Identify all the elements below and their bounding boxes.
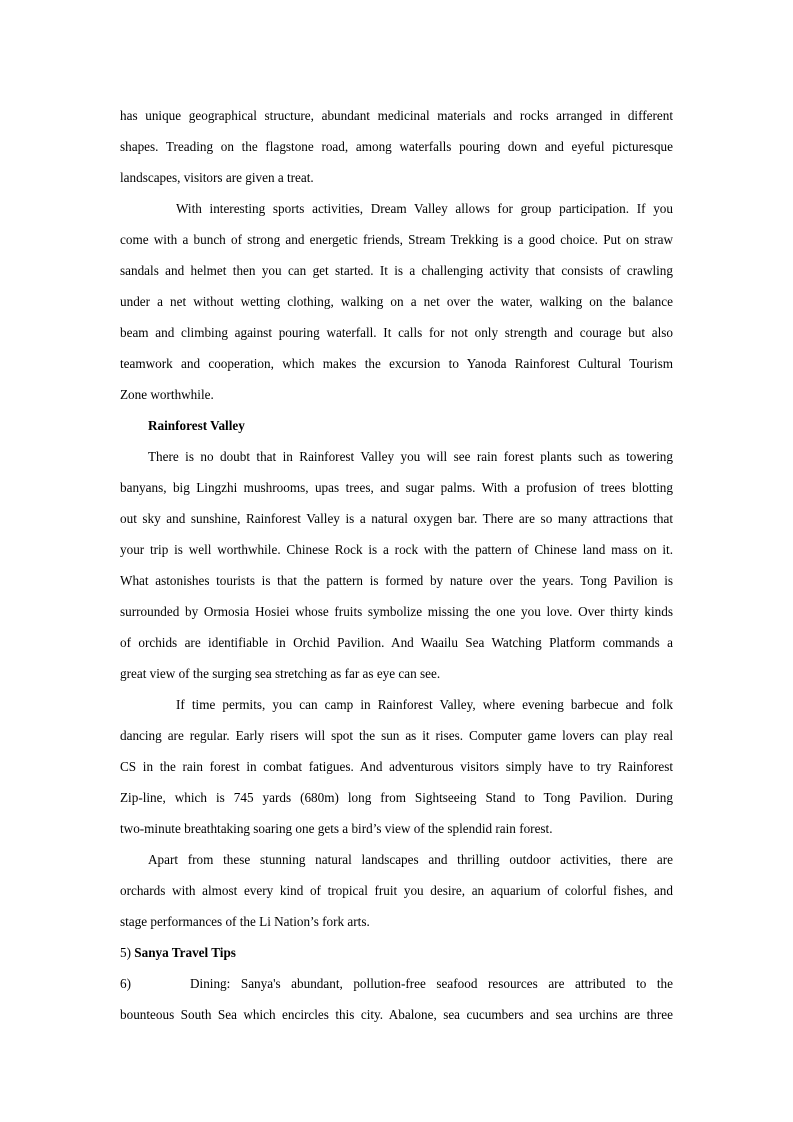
- section-heading-rainforest-valley: Rainforest Valley: [148, 418, 245, 433]
- text-line: out sky and sunshine, Rainforest Valley is a natural oxygen bar. There are so many attractions that: [120, 511, 673, 526]
- text-line: landscapes, visitors are given a treat.: [120, 170, 314, 185]
- list-item-dining: [120, 968, 673, 999]
- text-line: orchards with almost every kind of tropical fruit you desire, an aquarium of colorful fishes, and: [120, 883, 673, 898]
- text-line: There is no doubt that in Rainforest Valley you will see rain forest plants such as towering: [148, 449, 673, 464]
- list-number: 6): [120, 976, 131, 991]
- text-line: two-minute breathtaking soaring one gets a bird’s view of the splendid rain forest.: [120, 821, 553, 836]
- text-line: Apart from these stunning natural landscapes and thrilling outdoor activities, there are: [148, 852, 673, 867]
- text-line: come with a bunch of strong and energetic friends, Stream Trekking is a good choice. Put on straw: [120, 232, 673, 247]
- text-line: Dining: Sanya's abundant, pollution-free seafood resources are attributed to the: [190, 976, 673, 991]
- paragraph-other-attractions: [120, 844, 673, 937]
- paragraph-rainforest-plants: [120, 441, 673, 689]
- text-line: has unique geographical structure, abundant medicinal materials and rocks arranged in different: [120, 108, 673, 123]
- paragraph-dream-valley-continued: [120, 100, 673, 193]
- text-line: great view of the surging sea stretching as far as eye can see.: [120, 666, 441, 681]
- text-line: banyans, big Lingzhi mushrooms, upas trees, and sugar palms. With a profusion of trees blotting: [120, 480, 673, 495]
- text-line: stage performances of the Li Nation’s fork arts.: [120, 914, 370, 929]
- text-line: of orchids are identifiable in Orchid Pavilion. And Waailu Sea Watching Platform commands a: [120, 635, 673, 650]
- text-line: under a net without wetting clothing, walking on a net over the water, walking on the balance: [120, 294, 673, 309]
- paragraph-sports-activities: [120, 193, 673, 410]
- text-line: If time permits, you can camp in Rainforest Valley, where evening barbecue and folk: [176, 697, 673, 712]
- paragraph-camping: [120, 689, 673, 844]
- text-line: Zone worthwhile.: [120, 387, 214, 402]
- text-line: teamwork and cooperation, which makes the excursion to Yanoda Rainforest Cultural Tourism: [120, 356, 673, 371]
- text-line: dancing are regular. Early risers will spot the sun as it rises. Computer game lovers can play real: [120, 728, 673, 743]
- text-line: your trip is well worthwhile. Chinese Rock is a rock with the pattern of Chinese land mass on it.: [120, 542, 673, 557]
- section-heading-travel-tips: Sanya Travel Tips: [134, 945, 236, 960]
- list-number: 5): [120, 945, 131, 960]
- text-line: surrounded by Ormosia Hosiei whose fruits symbolize missing the one you love. Over thirty kinds: [120, 604, 673, 619]
- text-line: With interesting sports activities, Dream Valley allows for group participation. If you: [176, 201, 673, 216]
- text-line: Zip-line, which is 745 yards (680m) long from Sightseeing Stand to Tong Pavilion. During: [120, 790, 673, 805]
- text-line: shapes. Treading on the flagstone road, among waterfalls pouring down and eyeful picturesque: [120, 139, 673, 154]
- text-line: bounteous South Sea which encircles this city. Abalone, sea cucumbers and sea urchins are three: [120, 1007, 673, 1022]
- text-line: sandals and helmet then you can get started. It is a challenging activity that consists of crawling: [120, 263, 673, 278]
- text-line: CS in the rain forest in combat fatigues. And adventurous visitors simply have to try Rainforest: [120, 759, 673, 774]
- document-page: [120, 100, 673, 1030]
- text-line: beam and climbing against pouring waterfall. It calls for not only strength and courage but also: [120, 325, 673, 340]
- list-item-travel-tips: [120, 937, 673, 968]
- text-line: What astonishes tourists is that the pattern is formed by nature over the years. Tong Pavilion is: [120, 573, 673, 588]
